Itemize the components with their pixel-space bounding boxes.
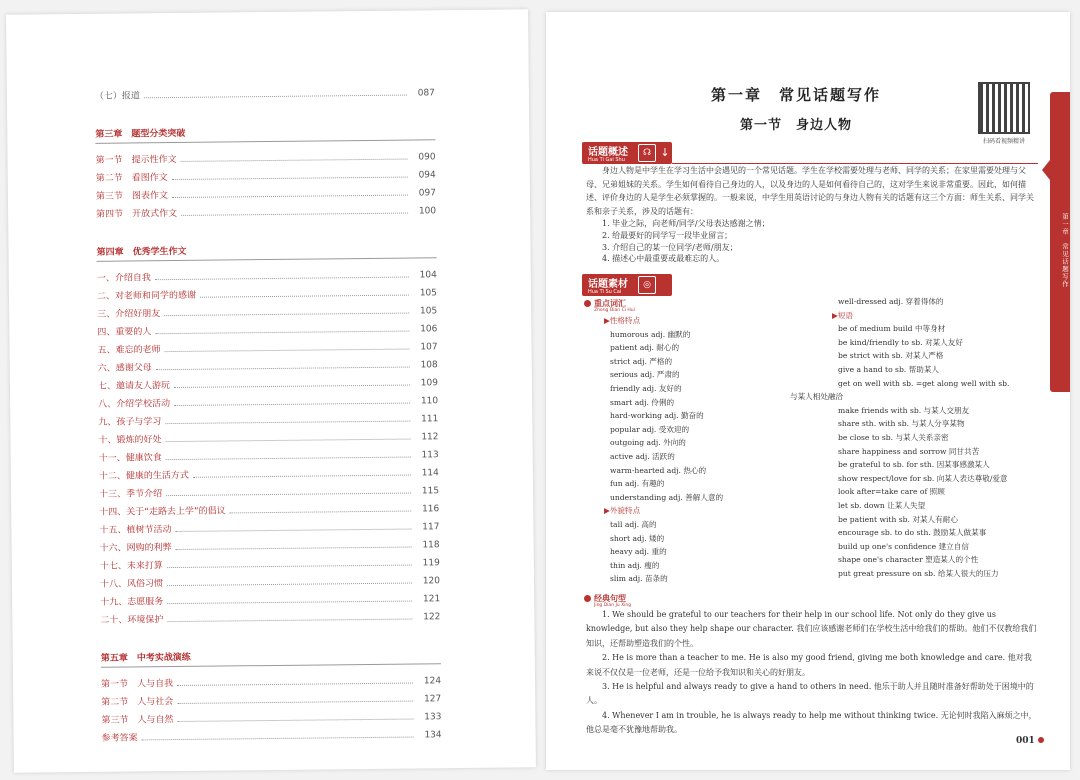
overview-tag-pinyin: Hua Ti Gai Shu	[588, 157, 625, 163]
right-page-chapter-one	[546, 12, 1070, 770]
toc-leader-dots	[167, 583, 412, 587]
vocab-subheading: ▶短语	[832, 310, 854, 320]
vocab-right-column	[790, 295, 1050, 580]
toc-entry-label: 第二节 看图作文	[95, 173, 168, 184]
toc-entry-label: 七、邀请友人游玩	[97, 381, 171, 392]
toc-entry-label: 一、介绍自我	[96, 273, 151, 284]
toc-leader-dots	[181, 213, 408, 216]
vocab-item: slim adj. 苗条的	[610, 574, 668, 584]
vocab-item: 与某人相处融洽	[790, 392, 844, 402]
toc-page-number: 122	[423, 612, 441, 623]
toc-entry-label: 十八、风俗习惯	[99, 579, 164, 590]
toc-page-number: 120	[422, 576, 441, 587]
toc-leader-dots	[167, 601, 412, 605]
vocab-item: outgoing adj. 外向的	[610, 438, 686, 448]
toc-entry-label: 十四、关于“走路去上学”的倡议	[99, 506, 226, 518]
toc-entry-label: 十、锻炼的好处	[98, 435, 162, 446]
vocab-item: thin adj. 瘦的	[610, 560, 660, 570]
toc-entry-label: 第一节 人与自我	[101, 679, 174, 690]
toc-entry-label: 十一、健康饮食	[98, 453, 162, 464]
toc-entry-label: 九、孩子与学习	[98, 417, 162, 428]
vocab-item: active adj. 活跃的	[610, 451, 675, 461]
vocab-item: share happiness and sorrow 同甘共苦	[838, 446, 980, 456]
toc-page-number: 106	[420, 324, 438, 335]
toc-leader-dots	[166, 439, 411, 443]
toc-entry-label: 五、难忘的老师	[97, 345, 161, 356]
toc-page-number: 124	[423, 676, 442, 687]
toc-entry-label: 八、介绍学校活动	[98, 399, 171, 410]
bullet-dot-icon	[584, 595, 591, 602]
left-page-table-of-contents	[6, 9, 536, 772]
vocab-item: let sb. down 让某人失望	[838, 500, 926, 510]
material-tag	[582, 274, 672, 296]
sentence-heading: 经典句型 Jing Dian Ju Xing	[584, 593, 631, 608]
toc-leader-dots	[155, 331, 409, 335]
toc-leader-dots	[144, 95, 407, 99]
toc-page-number: 121	[422, 594, 441, 605]
toc-entry[interactable]	[95, 80, 435, 102]
toc-leader-dots	[156, 367, 410, 371]
toc-leader-dots	[155, 277, 409, 281]
toc-chapter-heading[interactable]: 第四章 优秀学生作文	[96, 238, 436, 262]
vocab-item: warm-hearted adj. 热心的	[610, 465, 707, 475]
overview-text: 身边人物是中学生在学习生活中会遇见的一个常见话题。学生在学校需要处理与老师、同学的关系；在家里需要处理与父母、兄弟姐妹的关系。学生如何看待自己身边的人，以及身边的人是如何看待自己的，这对学生来说非常重要。因此，如何描述、评价身边的人是学生必须掌握的。一般来说，中学生用英语讨论的与身边人物有关的话题有这三个方面：师生关系、同学关系和亲子关系，涉及的话题有：	[586, 166, 1034, 216]
vocab-item: be kind/friendly to sb. 对某人友好	[838, 337, 963, 347]
vocab-heading: 重点词汇 Zhong Dian Ci Hui	[584, 298, 635, 313]
vocab-item: be of medium build 中等身材	[838, 324, 946, 334]
toc-entry-label: 三、介绍好朋友	[97, 309, 161, 320]
toc-leader-dots	[165, 421, 410, 425]
sentence-item: 4. Whenever I am in trouble, he is always ready to help me without thinking twice. 无论何时我陷入麻烦之中，他总是毫不犹豫地帮助我。	[586, 710, 1037, 735]
toc-page-number: 094	[418, 170, 436, 181]
toc-entry[interactable]	[96, 198, 436, 220]
toc-entry-label: 第四节 开放式作文	[96, 208, 178, 220]
toc-leader-dots	[174, 403, 410, 406]
toc-leader-dots	[230, 511, 412, 514]
vocab-item: encourage sb. to do sth. 鼓励某人做某事	[838, 528, 987, 538]
toc-entry-label: 参考答案	[101, 733, 138, 744]
overview-list-item: 2. 给最要好的同学写一段毕业留言；	[602, 230, 733, 240]
material-tag-title: 话题素材	[588, 279, 628, 290]
toc-page-number: 118	[422, 540, 440, 551]
chapter-title: 第一章 常见话题写作	[710, 86, 881, 104]
side-tab: 第一章 常见话题写作	[1050, 92, 1070, 392]
toc-page-number: 116	[422, 504, 440, 515]
toc-page-number: 100	[418, 206, 437, 217]
overview-tag	[582, 142, 672, 164]
toc-chapter-heading[interactable]: 第五章 中考实战演练	[101, 644, 441, 668]
toc-page-number: 110	[420, 396, 439, 407]
toc-leader-dots	[177, 701, 413, 704]
toc-entry-label: 四、重要的人	[97, 327, 152, 338]
vocab-item: get on well with sb. =get along well with sb.	[838, 378, 1010, 388]
vocab-item: give a hand to sb. 帮助某人	[838, 364, 940, 374]
overview-list	[602, 218, 1032, 265]
table-of-contents	[95, 80, 442, 744]
toc-page-number: 105	[419, 288, 438, 299]
toc-entry-label: 十七、未来打算	[99, 561, 163, 572]
vocab-item: well-dressed adj. 穿着得体的	[838, 297, 944, 306]
vocab-item: patient adj. 耐心的	[610, 343, 680, 353]
toc-leader-dots	[176, 547, 412, 550]
toc-page-number: 111	[421, 414, 439, 425]
sentence-item: 1. We should be grateful to our teachers for their help in our school life. Not only do they give us knowledge, but also they help shape our character. 我们应该感谢老师们在学校生活中给我们的帮助。他们不仅教给我们知识，还帮助塑造我们的个性。	[586, 610, 1037, 648]
toc-entry-label: 第三节 图表作文	[95, 191, 169, 202]
vocab-subheading: ▶外貌特点	[604, 506, 641, 516]
toc-leader-dots	[181, 159, 408, 162]
toc-entry-label: 六、感谢父母	[97, 363, 152, 374]
sentence-list	[586, 608, 1038, 738]
toc-leader-dots	[174, 385, 410, 388]
toc-page-number: 112	[421, 432, 439, 443]
toc-page-number: 133	[424, 712, 442, 723]
toc-page-number: 087	[417, 88, 435, 99]
vocab-item: put great pressure on sb. 给某人很大的压力	[838, 568, 999, 578]
toc-page-number: 119	[422, 558, 440, 569]
vocab-item: smart adj. 伶俐的	[610, 397, 675, 407]
toc-entry-label: 第二节 人与社会	[101, 697, 174, 708]
toc-leader-dots	[166, 457, 411, 461]
vocab-item: heavy adj. 重的	[610, 547, 667, 557]
vocab-item: be close to sb. 与某人关系亲密	[838, 432, 949, 442]
toc-leader-dots	[172, 195, 408, 198]
vocab-item: short adj. 矮的	[610, 533, 665, 543]
toc-page-number: 104	[419, 270, 437, 281]
toc-leader-dots	[164, 313, 409, 317]
toc-page-number: 107	[420, 342, 438, 353]
vocab-item: be grateful to sb. for sth. 因某事感激某人	[838, 460, 990, 470]
vocab-item: tall adj. 高的	[610, 519, 657, 529]
speaker-icon: ☊	[638, 144, 656, 162]
material-tag-pinyin: Hua Ti Su Cai	[588, 289, 622, 295]
overview-list-item: 1. 毕业之际，向老师/同学/父母表达感谢之情；	[602, 219, 770, 228]
vocab-item: humorous adj. 幽默的	[610, 329, 691, 339]
toc-page-number: 117	[422, 522, 440, 533]
toc-leader-dots	[177, 719, 413, 722]
vocab-item: show respect/love for sb. 向某人表达尊敬/爱意	[838, 473, 1008, 483]
toc-leader-dots	[172, 177, 408, 180]
qr-caption: 扫码看视频精讲	[982, 138, 1025, 145]
vocab-item: be patient with sb. 对某人有耐心	[838, 514, 958, 524]
vocab-item: shape one's character 塑造某人的个性	[838, 555, 979, 565]
vocab-item: make friends with sb. 与某人交朋友	[838, 405, 970, 415]
toc-leader-dots	[200, 295, 409, 298]
toc-leader-dots	[175, 529, 411, 532]
target-icon: ◎	[638, 276, 656, 294]
toc-chapter-heading[interactable]: 第三章 题型分类突破	[95, 120, 435, 144]
toc-entry-label: （七）报道	[94, 91, 140, 102]
toc-entry-label: 十九、志愿服务	[100, 597, 164, 608]
vocab-subheading: ▶性格特点	[604, 316, 641, 325]
toc-page-number: 127	[423, 694, 442, 705]
vocab-item: popular adj. 受欢迎的	[610, 424, 690, 434]
toc-entry-label: 第一节 提示性作文	[95, 154, 177, 166]
toc-page-number: 113	[421, 450, 439, 461]
toc-page-number: 097	[418, 188, 436, 199]
toc-page-number: 109	[420, 378, 438, 389]
vocab-item: fun adj. 有趣的	[610, 479, 665, 489]
sentence-item: 2. He is more than a teacher to me. He is also my good friend, giving me both knowledge and care. 他对我来说不仅仅是一位老师，还是一位给予我知识和关心的好朋友。	[586, 653, 1032, 677]
page-dot-icon	[1038, 737, 1044, 743]
section-title: 第一节 身边人物	[739, 118, 852, 133]
down-arrow-icon: ↓	[660, 146, 670, 159]
toc-page-number: 090	[418, 152, 436, 163]
vocab-item: be strict with sb. 对某人严格	[838, 351, 944, 361]
vocab-item: build up one's confidence 建立自信	[838, 541, 969, 551]
toc-entry[interactable]	[100, 604, 440, 626]
toc-leader-dots	[177, 683, 413, 686]
toc-page-number: 108	[420, 360, 438, 371]
qr-code-icon[interactable]	[978, 82, 1030, 134]
vocab-item: understanding adj. 善解人意的	[610, 492, 724, 502]
toc-leader-dots	[166, 493, 411, 497]
vocab-item: strict adj. 严格的	[610, 356, 673, 366]
overview-list-item: 3. 介绍自己的某一位同学/老师/朋友；	[602, 242, 738, 252]
vocab-item: hard-working adj. 勤奋的	[610, 411, 704, 421]
toc-leader-dots	[167, 565, 412, 569]
toc-leader-dots	[167, 619, 412, 623]
toc-entry-label: 十二、健康的生活方式	[98, 470, 189, 482]
side-tab-arrow-icon	[1042, 160, 1050, 180]
vocab-item: friendly adj. 友好的	[610, 383, 682, 393]
toc-entry-label: 二、对老师和同学的感谢	[96, 290, 197, 302]
vocab-item: serious adj. 严肃的	[610, 370, 680, 380]
toc-entry[interactable]	[101, 722, 441, 744]
toc-page-number: 105	[419, 306, 438, 317]
bullet-dot-icon	[584, 300, 591, 307]
toc-entry-label: 十五、植树节活动	[99, 525, 172, 536]
toc-leader-dots	[193, 475, 411, 478]
vocab-item: look after=take care of 照顾	[838, 487, 945, 497]
toc-page-number: 134	[424, 730, 442, 741]
toc-page-number: 115	[421, 486, 440, 497]
overview-list-item: 4. 描述心中最重要或最难忘的人。	[602, 254, 725, 264]
vocab-item: share sth. with sb. 与某人分享某物	[838, 419, 965, 429]
toc-entry-label: 二十、环境保护	[100, 615, 164, 626]
toc-entry-label: 第三节 人与自然	[101, 715, 174, 726]
vocab-left-column	[590, 314, 830, 586]
toc-leader-dots	[142, 737, 414, 741]
toc-entry-label: 十六、网购的利弊	[99, 543, 172, 554]
toc-leader-dots	[165, 349, 410, 353]
page-number: 001	[1016, 736, 1044, 746]
toc-page-number: 114	[421, 468, 439, 479]
overview-tag-title: 话题概述	[588, 147, 628, 158]
toc-entry-label: 十三、季节介绍	[99, 489, 163, 500]
sentence-item: 3. He is helpful and always ready to give a hand to others in need. 他乐于助人并且随时准备好帮助处于困境中的人。	[586, 682, 1034, 706]
